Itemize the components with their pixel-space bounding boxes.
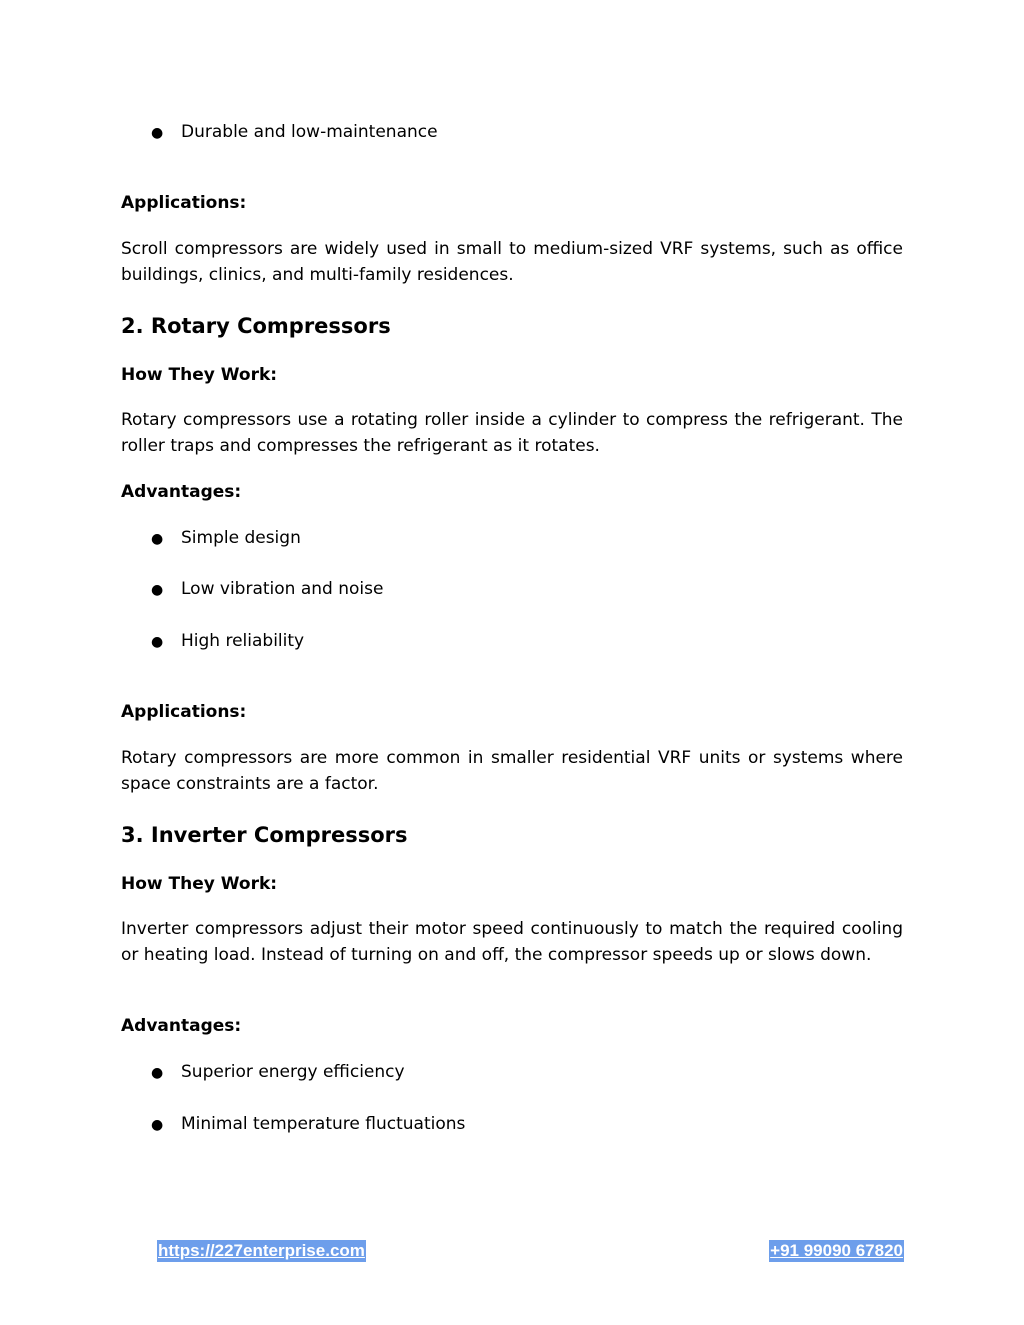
list-item: ● Durable and low-maintenance (151, 120, 438, 145)
list-item: ● Low vibration and noise (151, 577, 383, 602)
list-item: ● Superior energy efficiency (151, 1060, 405, 1085)
bullet-icon: ● (151, 1065, 164, 1081)
website-link[interactable]: https://227enterprise.com (158, 1241, 365, 1260)
paragraph: Rotary compressors are more common in smaller residential VRF units or systems where space constraints are a factor. (121, 748, 903, 794)
section-label: Applications: (121, 193, 247, 213)
bullet-icon: ● (151, 1117, 164, 1133)
section-heading: 2. Rotary Compressors (121, 314, 391, 338)
paragraph: Rotary compressors use a rotating roller inside a cylinder to compress the refrigerant. The roller traps and compresses the refrigerant as it rotates. (121, 410, 903, 456)
bullet-icon: ● (151, 582, 164, 598)
section-heading: 3. Inverter Compressors (121, 823, 408, 847)
section-label: How They Work: (121, 874, 278, 894)
list-item: ● High reliability (151, 629, 304, 654)
paragraph: Inverter compressors adjust their motor speed continuously to match the required cooling or heating load. Instead of turning on and off, the compressor speeds up or slows down. (121, 919, 903, 965)
section-label: Applications: (121, 702, 247, 722)
list-item: ● Minimal temperature fluctuations (151, 1112, 465, 1137)
list-item: ● Simple design (151, 526, 301, 551)
section-label: Advantages: (121, 482, 242, 502)
section-label: Advantages: (121, 1016, 242, 1036)
section-label: How They Work: (121, 365, 278, 385)
phone-link[interactable]: +91 99090 67820 (770, 1241, 903, 1260)
paragraph: Scroll compressors are widely used in small to medium-sized VRF systems, such as office buildings, clinics, and multi-family residences. (121, 239, 903, 285)
bullet-icon: ● (151, 634, 164, 650)
bullet-icon: ● (151, 125, 164, 141)
bullet-icon: ● (151, 531, 164, 547)
